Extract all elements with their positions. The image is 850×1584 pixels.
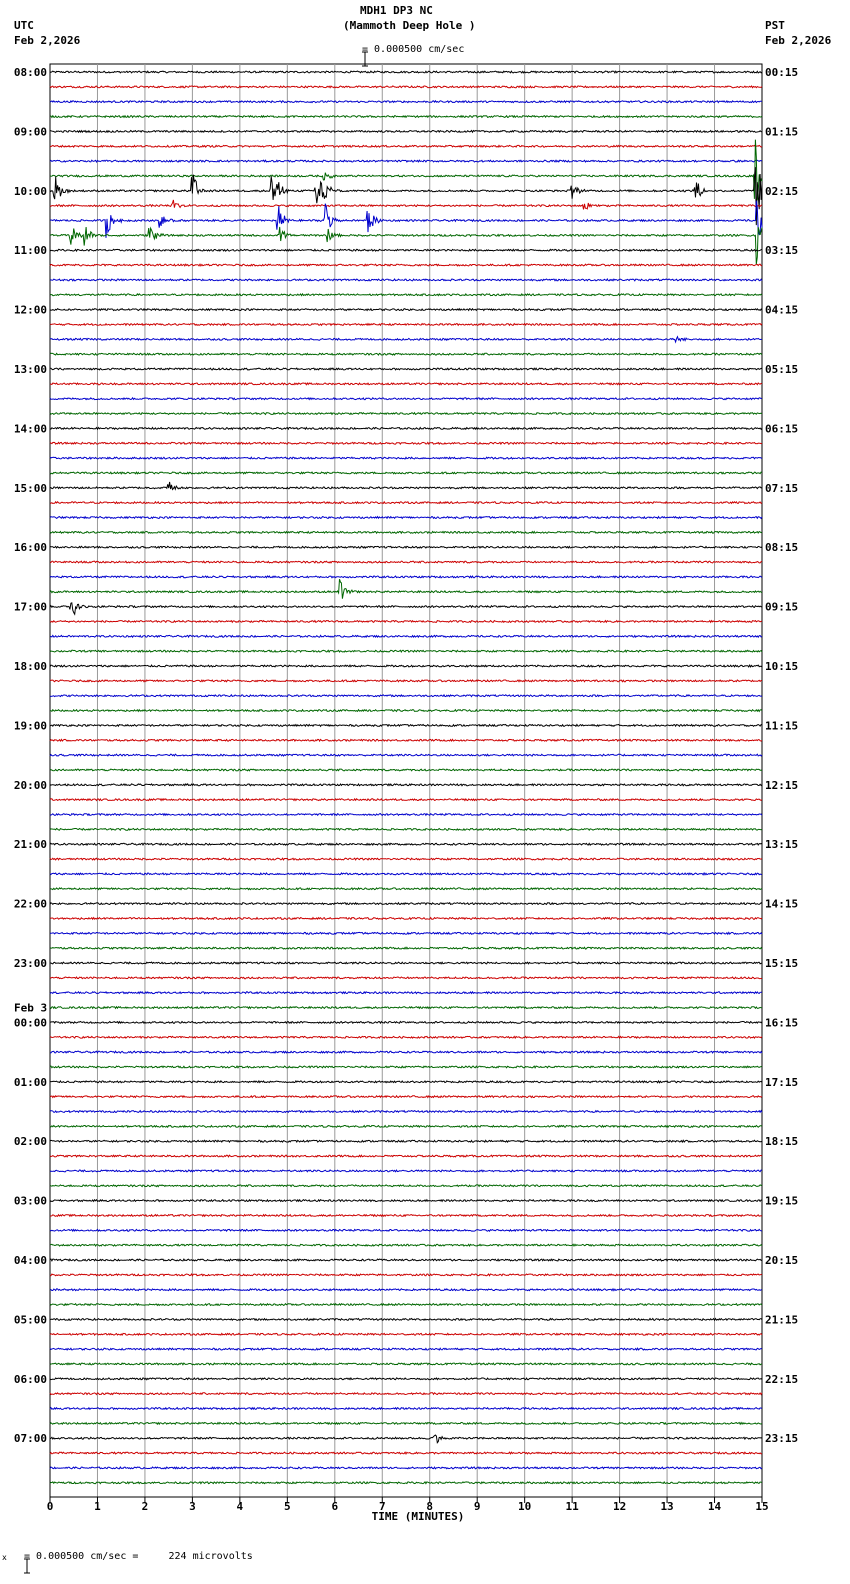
left-timezone: UTC (14, 19, 34, 32)
left-hour-label: 03:00 (13, 1194, 47, 1208)
seismic-trace (50, 532, 762, 534)
left-hour-label: 14:00 (13, 422, 47, 436)
seismic-trace (50, 710, 762, 712)
left-hour-label: 10:00 (13, 184, 47, 198)
left-hour-label: 21:00 (13, 838, 47, 852)
left-hour-label: 18:00 (13, 660, 47, 673)
x-tick-label: 10 (518, 1500, 532, 1513)
seismic-trace (50, 1111, 762, 1113)
seismic-trace (50, 227, 762, 264)
seismic-trace (50, 1452, 762, 1454)
x-tick-label: 6 (331, 1500, 339, 1513)
seismic-trace (50, 992, 762, 994)
seismic-trace (50, 680, 762, 682)
seismic-trace (50, 1289, 762, 1291)
right-hour-label: 22:15 (765, 1372, 799, 1386)
seismic-trace (50, 650, 762, 652)
left-hour-label: 06:00 (13, 1372, 47, 1386)
x-tick-label: 3 (189, 1500, 196, 1513)
station-name: (Mammoth Deep Hole ) (343, 19, 476, 32)
seismic-trace (50, 1022, 762, 1024)
seismic-trace (50, 918, 762, 920)
seismic-trace (50, 101, 762, 103)
seismic-trace (50, 814, 762, 816)
seismic-trace (50, 86, 762, 88)
left-hour-label: 11:00 (13, 244, 47, 258)
seismic-trace (50, 576, 762, 578)
left-hour-label: 23:00 (13, 957, 47, 970)
x-tick-label: 1 (94, 1500, 101, 1513)
seismic-trace (50, 71, 762, 73)
right-hour-label: 15:15 (765, 957, 799, 970)
seismic-trace (50, 337, 762, 342)
seismic-trace (50, 309, 762, 311)
seismic-trace (50, 1467, 762, 1469)
seismic-trace (50, 413, 762, 415)
right-hour-label: 08:15 (765, 541, 799, 555)
seismic-trace (50, 1482, 762, 1484)
right-hour-label: 16:15 (765, 1016, 799, 1030)
trace-group (50, 71, 762, 1484)
right-hour-label: 23:15 (765, 1432, 799, 1446)
left-hour-label: 00:00 (13, 1016, 47, 1030)
seismic-trace (50, 799, 762, 801)
right-hour-label: 20:15 (765, 1254, 799, 1267)
x-tick-label: 8 (426, 1500, 434, 1513)
seismic-trace (50, 428, 762, 430)
x-tick-label: 13 (660, 1500, 674, 1513)
seismic-trace (50, 1066, 762, 1068)
seismic-trace (50, 873, 762, 875)
seismic-trace (50, 1170, 762, 1172)
seismic-trace (50, 603, 762, 614)
left-hour-label: 13:00 (13, 363, 47, 376)
right-hour-label: 02:15 (765, 184, 799, 198)
seismic-trace (50, 784, 762, 786)
seismic-trace (50, 279, 762, 281)
seismic-trace (50, 1423, 762, 1425)
right-hour-label: 06:15 (765, 422, 799, 436)
right-hour-label: 09:15 (765, 600, 799, 614)
right-hour-label: 17:15 (765, 1075, 799, 1089)
seismic-trace (50, 1408, 762, 1410)
seismic-trace (50, 398, 762, 400)
right-hour-label: 00:15 (765, 66, 799, 79)
x-tick-label: 11 (565, 1500, 579, 1513)
right-hour-label: 01:15 (765, 125, 799, 139)
right-hour-label: 07:15 (765, 481, 799, 495)
x-tick-label: 0 (46, 1500, 54, 1513)
seismic-trace (50, 621, 762, 623)
seismic-trace (50, 1155, 762, 1157)
seismic-trace (50, 368, 762, 370)
seismic-trace (50, 1185, 762, 1187)
seismic-trace (50, 116, 762, 118)
seismic-trace (50, 903, 762, 905)
seismic-trace (50, 502, 762, 504)
scale-label: = 0.000500 cm/sec (362, 44, 465, 55)
x-tick-label: 7 (378, 1500, 386, 1513)
x-tick-label: 5 (284, 1500, 291, 1513)
seismic-trace (50, 947, 762, 949)
day-marker-label: Feb 3 (14, 1001, 48, 1015)
left-hour-label: 02:00 (13, 1135, 47, 1149)
seismic-trace (50, 249, 762, 251)
seismic-trace (50, 517, 762, 519)
right-hour-label: 10:15 (765, 660, 799, 673)
right-hour-label: 03:15 (765, 244, 799, 258)
x-tick-label: 4 (236, 1500, 244, 1513)
left-hour-label: 16:00 (13, 541, 47, 555)
seismic-trace (50, 324, 762, 326)
left-hour-label: 04:00 (13, 1254, 47, 1267)
seismic-trace (50, 1140, 762, 1142)
seismic-trace (50, 1096, 762, 1098)
station-title: MDH1 DP3 NC (360, 4, 433, 17)
seismic-trace (50, 442, 762, 444)
seismic-trace (50, 353, 762, 355)
seismic-trace (50, 932, 762, 934)
x-axis-title: TIME (MINUTES) (371, 1510, 465, 1523)
right-date: Feb 2,2026 (765, 34, 832, 47)
seismic-trace (50, 754, 762, 756)
left-hour-label: 19:00 (13, 719, 47, 733)
seismic-trace (50, 858, 762, 860)
seismic-trace (50, 1348, 762, 1350)
seismic-trace (50, 962, 762, 964)
seismic-trace (50, 383, 762, 385)
left-hour-label: 20:00 (13, 778, 47, 792)
seismic-trace (50, 1081, 762, 1083)
seismic-trace (50, 264, 762, 266)
seismic-trace (50, 1378, 762, 1380)
x-tick-label: 9 (473, 1500, 481, 1513)
seismic-trace (50, 769, 762, 771)
seismic-trace (50, 1215, 762, 1217)
left-hour-label: 22:00 (13, 897, 47, 911)
seismic-trace (50, 725, 762, 727)
seismic-trace (50, 739, 762, 741)
x-tick-label: 14 (707, 1500, 722, 1513)
right-hour-label: 18:15 (765, 1135, 799, 1149)
seismic-trace (50, 1007, 762, 1009)
x-tick-label: 12 (612, 1500, 627, 1513)
seismic-trace (50, 1333, 762, 1335)
seismic-trace (50, 200, 762, 210)
right-timezone: PST (765, 19, 785, 32)
right-hour-label: 14:15 (765, 897, 799, 911)
seismic-trace (50, 1126, 762, 1128)
seismic-trace (50, 579, 762, 599)
seismic-trace (50, 482, 762, 490)
right-hour-label: 19:15 (765, 1194, 799, 1208)
seismic-trace (50, 695, 762, 697)
seismic-trace (50, 1435, 762, 1443)
left-hour-label: 17:00 (13, 600, 47, 614)
right-hour-label: 21:15 (765, 1313, 799, 1327)
right-hour-label: 12:15 (765, 778, 799, 792)
left-hour-label: 12:00 (13, 303, 47, 317)
footer-scale-prefix: x (2, 1553, 7, 1562)
seismic-trace (50, 1363, 762, 1365)
seismic-trace (50, 635, 762, 637)
right-hour-label: 05:15 (765, 363, 799, 376)
right-hour-label: 13:15 (765, 838, 799, 852)
seismic-trace (50, 665, 762, 667)
seismic-trace (50, 457, 762, 459)
seismic-trace (50, 1274, 762, 1276)
seismic-trace (50, 1319, 762, 1321)
seismic-trace (50, 1229, 762, 1231)
seismic-trace (50, 977, 762, 979)
left-hour-label: 15:00 (13, 481, 47, 495)
seismic-trace (50, 1259, 762, 1261)
seismic-trace (50, 1200, 762, 1202)
right-hour-label: 11:15 (765, 719, 799, 733)
left-hour-label: 08:00 (13, 66, 47, 79)
left-hour-label: 07:00 (13, 1432, 47, 1446)
left-hour-label: 09:00 (13, 125, 47, 139)
seismic-trace (50, 472, 762, 474)
seismic-trace (50, 294, 762, 296)
seismic-trace (50, 546, 762, 548)
seismic-trace (50, 1244, 762, 1246)
seismic-trace (50, 1393, 762, 1395)
x-tick-label: 15 (755, 1500, 769, 1513)
right-hour-label: 04:15 (765, 303, 799, 317)
seismic-trace (50, 160, 762, 162)
seismic-trace (50, 843, 762, 845)
seismic-trace (50, 829, 762, 831)
seismic-trace (50, 131, 762, 133)
seismic-trace (50, 561, 762, 563)
seismic-trace (50, 1304, 762, 1306)
left-hour-label: 01:00 (13, 1075, 47, 1089)
x-tick-label: 2 (141, 1500, 149, 1513)
seismic-trace (50, 1036, 762, 1038)
seismic-trace (50, 1051, 762, 1053)
footer-scale-label: = 0.000500 cm/sec = 224 microvolts (24, 1551, 253, 1562)
seismic-trace (50, 888, 762, 890)
seismic-trace (50, 145, 762, 147)
left-hour-label: 05:00 (13, 1313, 47, 1327)
left-date: Feb 2,2026 (14, 34, 81, 47)
